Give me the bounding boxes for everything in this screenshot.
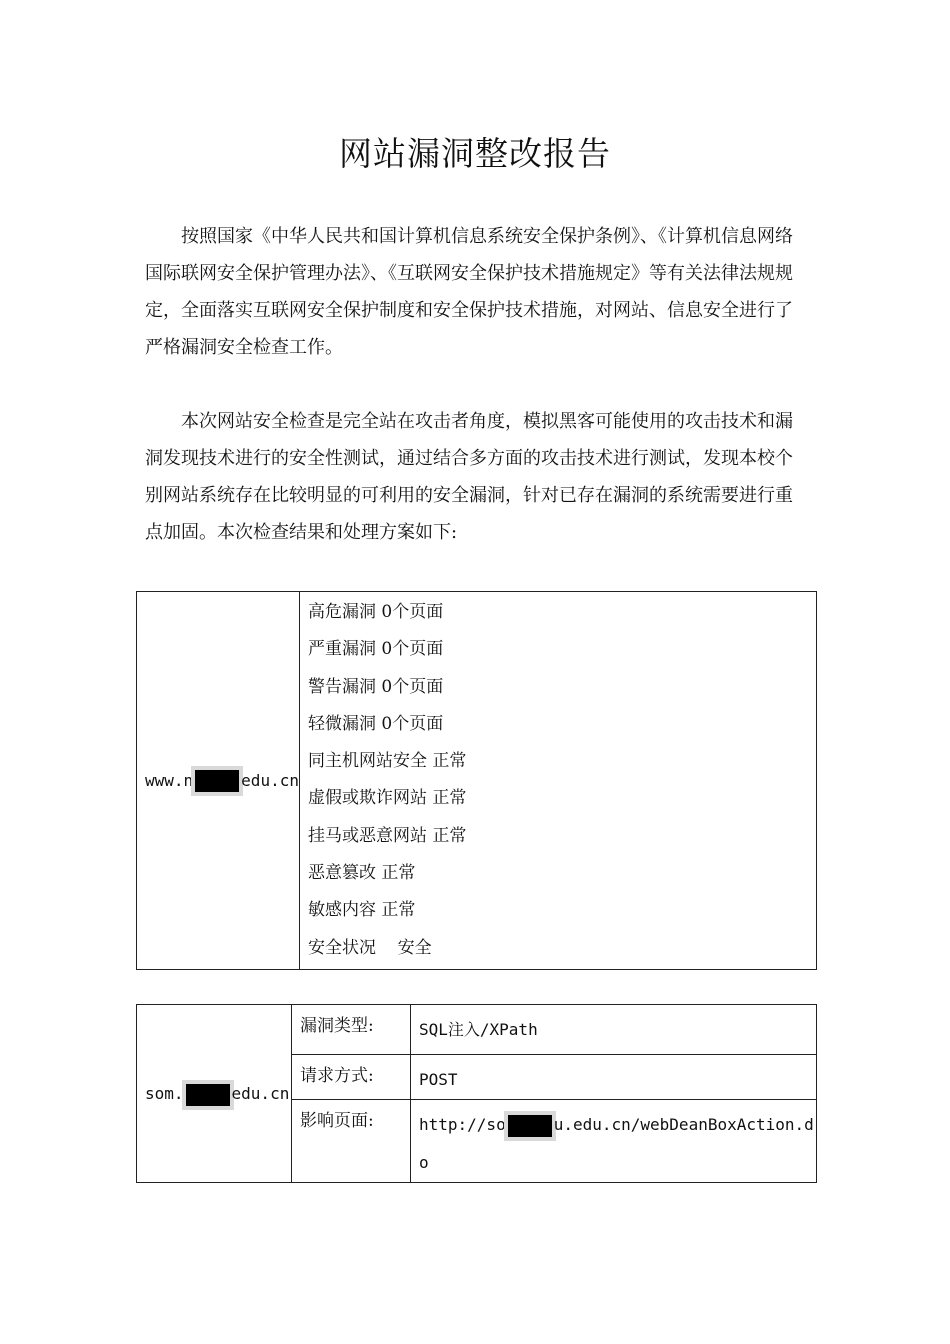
result-item: 恶意篡改 正常	[308, 863, 416, 884]
affected-page-value	[411, 1100, 817, 1183]
result-item: 高危漏洞 0个页面	[308, 602, 444, 622]
site-name-suffix: edu.cn	[231, 1084, 290, 1103]
result-item: 严重漏洞 0个页面	[308, 639, 444, 660]
result-item: 轻微漏洞 0个页面	[308, 713, 444, 734]
result-item: 虚假或欺诈网站 正常	[308, 788, 467, 809]
page-title: 网站漏洞整改报告	[339, 134, 611, 173]
redaction-block	[508, 1115, 552, 1137]
site-name-prefix: www.n	[145, 770, 194, 790]
vuln-type-value: SQL注入/XPath	[411, 1005, 817, 1055]
result-list	[300, 592, 817, 970]
redaction-block	[195, 770, 239, 792]
vulnerability-table	[136, 1004, 817, 1183]
scan-result-table	[136, 591, 817, 970]
summary-paragraph	[145, 403, 810, 551]
intro-paragraph-text: 按照国家《中华人民共和国计算机信息系统安全保护条例》、《计算机信息网络国际联网安全保护管理办法》、《互联网安全保护技术措施规定》等有关法律法规规定，全面落实互联网安全保护制度和安全保护技术措施，对网站、信息安全进行了严格漏洞安全检查工作。	[145, 226, 793, 358]
site-cell	[137, 592, 300, 970]
result-item: 同主机网站安全 正常	[308, 751, 467, 772]
site-name-prefix: som.	[145, 1084, 184, 1103]
affected-url-prefix: http://so	[419, 1115, 506, 1134]
affected-page-label: 影响页面:	[292, 1100, 411, 1183]
result-item: 挂马或恶意网站 正常	[308, 825, 467, 846]
affected-url-suffix: u.edu.cn/webDeanBoxAction.do	[419, 1115, 814, 1172]
site-name-suffix: edu.cn	[241, 770, 299, 790]
result-item: 警告漏洞 0个页面	[308, 676, 444, 697]
summary-paragraph-text: 本次网站安全检查是完全站在攻击者角度，模拟黑客可能使用的攻击技术和漏洞发现技术进行的安全性测试，通过结合多方面的攻击技术进行测试，发现本校个别网站系统存在比较明显的可利用的安全漏洞，针对已存在漏洞的系统需要进行重点加固。本次检查结果和处理方案如下:	[145, 411, 793, 543]
intro-paragraph	[145, 218, 810, 366]
vuln-type-label: 漏洞类型:	[292, 1005, 411, 1055]
result-item: 敏感内容 正常	[308, 900, 416, 921]
site-cell	[137, 1005, 292, 1183]
request-method-value: POST	[411, 1055, 817, 1100]
result-item: 安全状况 安全	[308, 937, 432, 958]
request-method-label: 请求方式:	[292, 1055, 411, 1100]
redaction-block	[186, 1084, 230, 1106]
